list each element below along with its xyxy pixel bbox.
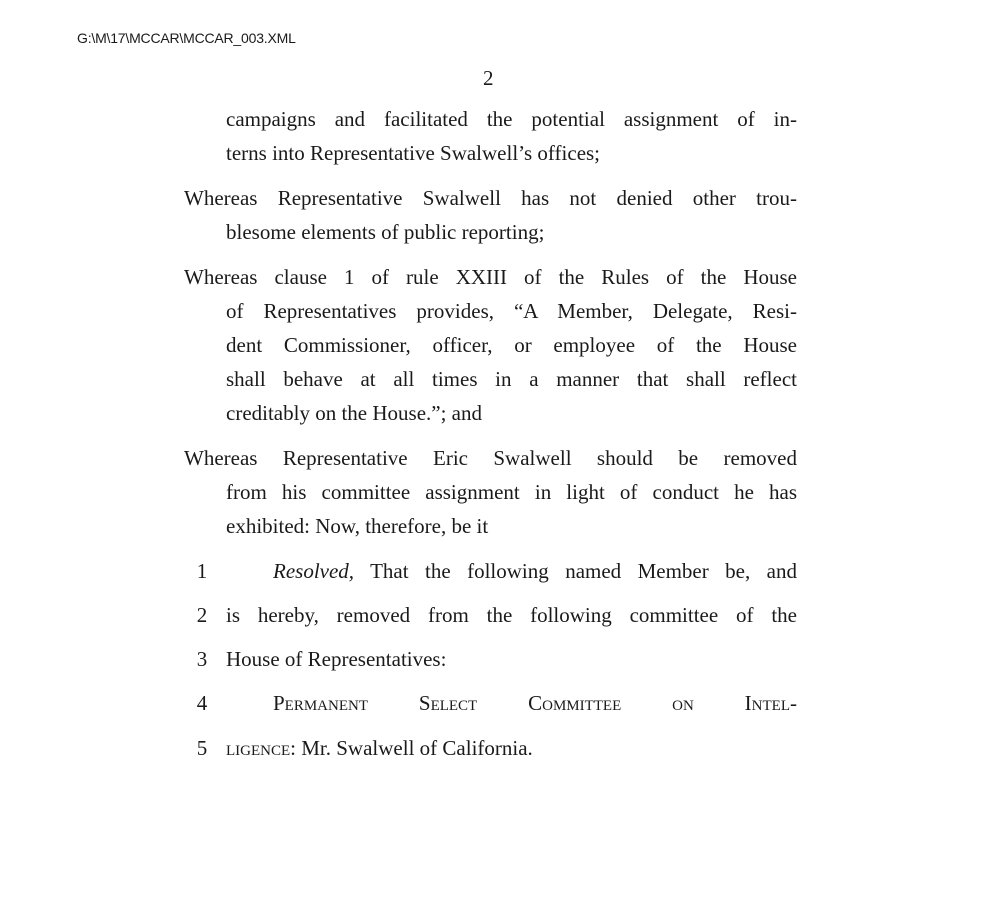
whereas-clause-line: creditably on the House.”; and (226, 401, 482, 425)
line-number: 4 (196, 691, 208, 715)
resolved-word: Resolved, (273, 559, 355, 583)
resolution-line: is hereby, removed from the following committee of the (226, 603, 797, 627)
committee-name-end: ligence: (226, 736, 296, 760)
line-number: 2 (196, 603, 208, 627)
line-number: 5 (196, 736, 208, 760)
whereas-clause-line: Whereas Representative Swalwell has not denied other trou- (184, 186, 797, 210)
whereas-clause-line: blesome elements of public reporting; (226, 220, 545, 244)
line-number: 3 (196, 647, 208, 671)
whereas-clause-line: exhibited: Now, therefore, be it (226, 514, 489, 538)
resolution-line (273, 559, 797, 584)
committee-name-line: Permanent Select Committee on Intel- (273, 691, 797, 715)
whereas-clause-line: dent Commissioner, officer, or employee of the House (226, 333, 797, 357)
file-path-header: G:\M\17\MCCAR\MCCAR_003.XML (77, 30, 296, 46)
page-number: 2 (483, 66, 494, 90)
resolution-line (226, 736, 533, 761)
member-name: Mr. Swalwell of California. (301, 736, 533, 760)
preamble-line: terns into Representative Swalwell’s offices; (226, 141, 601, 165)
whereas-clause-line: shall behave at all times in a manner that shall reflect (226, 367, 797, 391)
line-number: 1 (196, 559, 208, 583)
whereas-clause-line: Whereas clause 1 of rule XXIII of the Rules of the House (184, 265, 797, 289)
whereas-clause-line: from his committee assignment in light of conduct he has (226, 480, 797, 504)
preamble-line: campaigns and facilitated the potential assignment of in- (226, 107, 797, 131)
resolution-text: That the following named Member be, and (370, 559, 797, 583)
whereas-clause-line: of Representatives provides, “A Member, Delegate, Resi- (226, 299, 797, 323)
resolution-line: House of Representatives: (226, 647, 447, 671)
whereas-clause-line: Whereas Representative Eric Swalwell should be removed (184, 446, 797, 470)
